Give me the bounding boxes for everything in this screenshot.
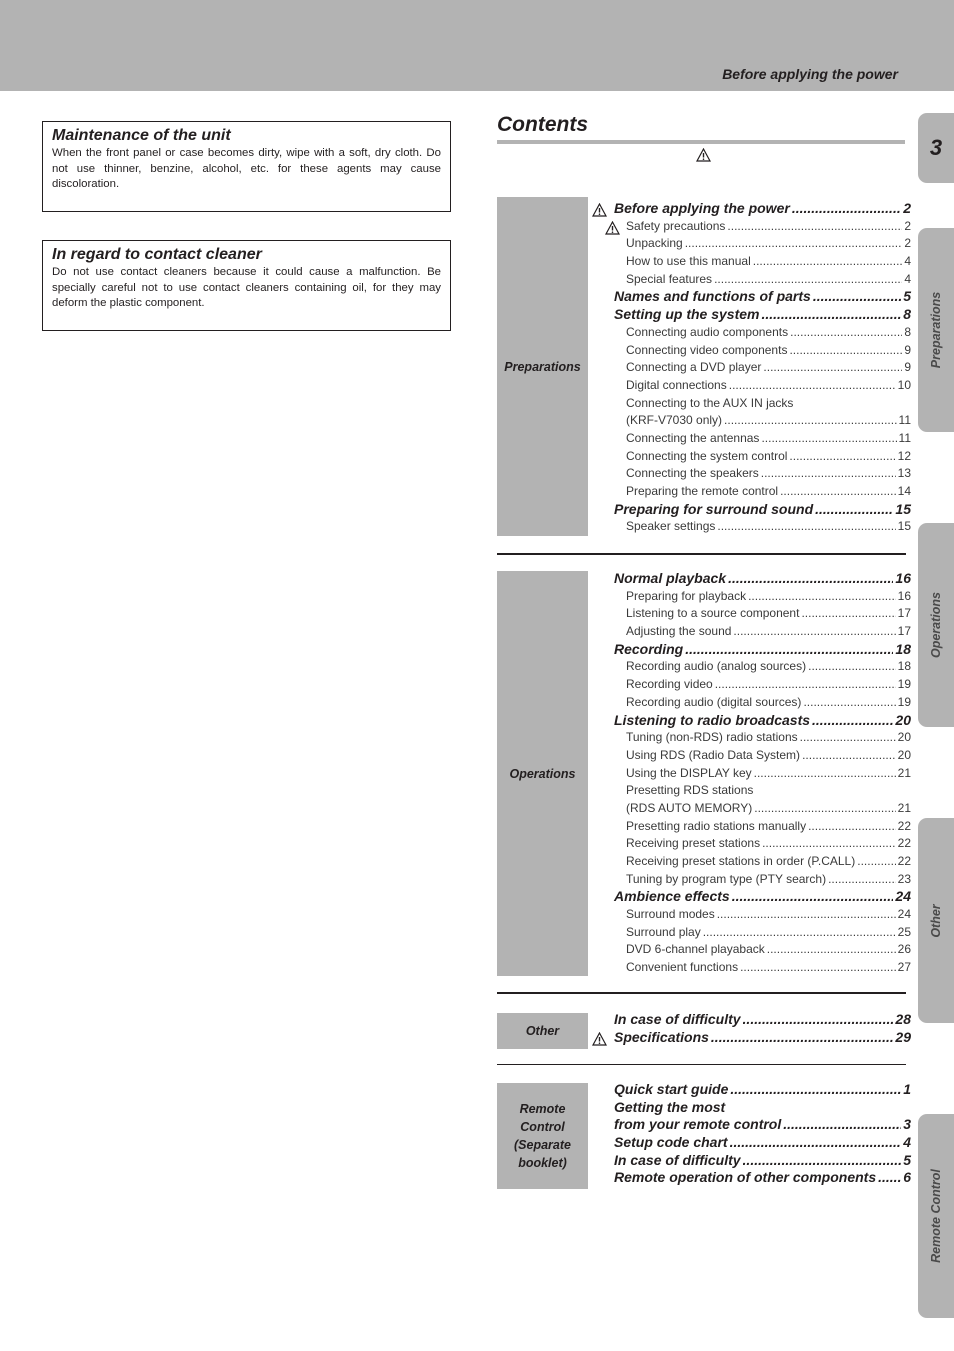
toc-entry-page: 4 bbox=[904, 271, 911, 286]
toc-entry-page: 12 bbox=[897, 448, 911, 463]
toc-leader-dots bbox=[780, 483, 896, 501]
toc-entry-page: 3 bbox=[903, 1116, 911, 1133]
toc-entry bbox=[591, 941, 911, 959]
toc-entry-page: 4 bbox=[903, 1134, 911, 1151]
toc-heading-entry bbox=[591, 1152, 911, 1170]
toc-entry bbox=[591, 235, 911, 253]
toc-leader-dots bbox=[802, 747, 896, 765]
toc-leader-dots bbox=[801, 605, 895, 623]
toc-entry-page: 5 bbox=[903, 1151, 911, 1168]
section-label-preparations: Preparations bbox=[497, 197, 588, 536]
toc-entry-page: 2 bbox=[904, 218, 911, 233]
toc-leader-dots bbox=[733, 623, 895, 641]
toc-entry bbox=[591, 430, 911, 448]
toc-preparations bbox=[591, 200, 911, 536]
toc-heading-entry bbox=[591, 570, 911, 588]
toc-entry-title: Connecting the system control bbox=[626, 448, 788, 463]
toc-entry-title: Setting up the system bbox=[614, 306, 760, 323]
toc-leader-dots bbox=[812, 712, 893, 730]
toc-heading-entry bbox=[591, 288, 911, 306]
toc-leader-dots bbox=[743, 1011, 894, 1029]
toc-heading-entry bbox=[591, 1099, 911, 1117]
toc-entry-page: 18 bbox=[897, 659, 911, 674]
toc-entry-title: Listening to radio broadcasts bbox=[614, 711, 811, 728]
toc-entry bbox=[591, 465, 911, 483]
toc-leader-dots bbox=[815, 501, 893, 519]
toc-leader-dots bbox=[767, 941, 896, 959]
toc-entry bbox=[591, 412, 911, 430]
section-separator bbox=[497, 1064, 906, 1065]
toc-leader-dots bbox=[728, 570, 893, 588]
toc-leader-dots bbox=[717, 518, 895, 536]
toc-leader-dots bbox=[808, 818, 896, 836]
toc-leader-dots bbox=[732, 888, 894, 906]
toc-entry-page: 19 bbox=[897, 677, 911, 692]
toc-entry-title: Recording audio (digital sources) bbox=[626, 694, 802, 709]
toc-entry-page: 20 bbox=[895, 711, 911, 728]
toc-entry-title: Receiving preset stations in order (P.CALL) bbox=[626, 854, 856, 868]
toc-heading-entry bbox=[591, 306, 911, 324]
page-number: 3 bbox=[918, 113, 954, 183]
toc-entry-page: 2 bbox=[904, 236, 911, 251]
toc-entry-title: Surround play bbox=[626, 924, 701, 939]
section-label-other: Other bbox=[497, 1013, 588, 1049]
toc-entry-page: 27 bbox=[897, 960, 911, 975]
toc-leader-dots bbox=[762, 835, 896, 853]
toc-leader-dots bbox=[783, 1116, 901, 1134]
toc-leader-dots bbox=[813, 288, 901, 306]
toc-entry-page: 19 bbox=[897, 694, 911, 709]
toc-entry-title: Remote operation of other components bbox=[614, 1169, 877, 1186]
toc-entry-title: Normal playback bbox=[614, 570, 727, 586]
toc-entry-title: Getting the most bbox=[614, 1098, 726, 1115]
toc-leader-dots bbox=[790, 324, 902, 342]
toc-entry bbox=[591, 835, 911, 853]
toc-entry bbox=[591, 747, 911, 765]
toc-leader-dots bbox=[724, 412, 896, 430]
toc-entry-title: Tuning by program type (PTY search) bbox=[626, 871, 827, 886]
toc-entry-page: 10 bbox=[897, 377, 911, 392]
warning-icon bbox=[592, 1032, 607, 1051]
toc-entry-title: Connecting audio components bbox=[626, 324, 789, 339]
toc-entry-title: In case of difficulty bbox=[614, 1011, 741, 1027]
toc-entry-page: 17 bbox=[897, 606, 911, 621]
contact-cleaner-box bbox=[42, 240, 451, 331]
toc-heading-entry bbox=[591, 1116, 911, 1134]
toc-entry bbox=[591, 959, 911, 977]
toc-entry-page: 22 bbox=[897, 854, 911, 868]
toc-entry-page: 11 bbox=[898, 413, 911, 428]
toc-entry-page: 28 bbox=[895, 1011, 911, 1027]
toc-entry-title: How to use this manual bbox=[626, 254, 751, 269]
toc-entry-page: 2 bbox=[903, 200, 911, 216]
toc-entry bbox=[591, 342, 911, 360]
toc-entry-title: Presetting RDS stations bbox=[626, 783, 754, 798]
toc-entry-title: Special features bbox=[626, 271, 713, 286]
side-tab-remote-control[interactable] bbox=[918, 1114, 954, 1318]
toc-other bbox=[591, 1011, 911, 1046]
toc-entry-page: 13 bbox=[897, 466, 911, 481]
toc-entry-title: Safety precautions bbox=[626, 218, 726, 233]
toc-entry-page: 25 bbox=[897, 924, 911, 939]
contact-cleaner-title: In regard to contact cleaner bbox=[52, 246, 262, 263]
toc-entry-title: Before applying the power bbox=[614, 200, 790, 216]
toc-entry-title: Quick start guide bbox=[614, 1081, 729, 1097]
toc-leader-dots bbox=[754, 765, 896, 783]
toc-heading-entry bbox=[591, 712, 911, 730]
toc-leader-dots bbox=[715, 676, 896, 694]
toc-entry-title: Preparing for surround sound bbox=[614, 500, 814, 517]
toc-leader-dots bbox=[740, 959, 896, 977]
toc-leader-dots bbox=[792, 200, 901, 218]
toc-entry bbox=[591, 853, 911, 871]
toc-entry-page: 18 bbox=[895, 640, 911, 657]
toc-entry bbox=[591, 871, 911, 889]
toc-entry-page: 24 bbox=[897, 907, 911, 922]
header-title: Before applying the power bbox=[722, 66, 898, 82]
toc-entry bbox=[591, 782, 911, 800]
toc-leader-dots bbox=[754, 800, 895, 818]
toc-leader-dots bbox=[748, 588, 896, 606]
toc-entry-page: 20 bbox=[897, 747, 911, 762]
toc-entry-page: 9 bbox=[904, 342, 911, 357]
toc-leader-dots bbox=[763, 359, 902, 377]
toc-entry-title: Receiving preset stations bbox=[626, 836, 761, 851]
toc-entry-page: 26 bbox=[897, 942, 911, 957]
toc-entry bbox=[591, 271, 911, 289]
side-tab-label: Other bbox=[929, 903, 943, 938]
toc-entry-page: 21 bbox=[897, 765, 911, 780]
toc-leader-dots bbox=[761, 465, 896, 483]
toc-entry-title: Recording video bbox=[626, 677, 713, 692]
toc-heading-entry bbox=[591, 1081, 911, 1099]
toc-entry bbox=[591, 253, 911, 271]
toc-entry bbox=[591, 518, 911, 536]
toc-heading-entry bbox=[591, 501, 911, 519]
warning-icon bbox=[696, 148, 711, 167]
side-tab-operations[interactable] bbox=[918, 523, 954, 727]
toc-entry-title: Recording audio (analog sources) bbox=[626, 659, 807, 674]
toc-entry-page: 22 bbox=[897, 836, 911, 851]
toc-entry-page: 16 bbox=[895, 570, 911, 586]
toc-leader-dots bbox=[753, 253, 903, 271]
side-tab-label: Operations bbox=[929, 592, 943, 658]
toc-entry bbox=[591, 765, 911, 783]
toc-leader-dots bbox=[803, 694, 895, 712]
section-separator bbox=[497, 992, 906, 994]
toc-entry bbox=[591, 359, 911, 377]
toc-entry-title: Connecting the antennas bbox=[626, 430, 760, 445]
toc-leader-dots bbox=[717, 906, 896, 924]
toc-entry-page: 17 bbox=[897, 624, 911, 639]
toc-remote-control bbox=[591, 1081, 911, 1187]
toc-entry-page: 16 bbox=[897, 588, 911, 603]
section-label-remote-control: Remote Control (Separate booklet) bbox=[497, 1083, 588, 1189]
toc-entry-title: Adjusting the sound bbox=[626, 624, 732, 639]
toc-entry-title: Using the DISPLAY key bbox=[626, 765, 752, 780]
toc-entry bbox=[591, 377, 911, 395]
side-tab-other[interactable] bbox=[918, 818, 954, 1023]
toc-entry bbox=[591, 906, 911, 924]
toc-entry-title: Ambience effects bbox=[614, 888, 730, 905]
toc-leader-dots bbox=[789, 342, 902, 360]
toc-leader-dots bbox=[685, 235, 903, 253]
toc-entry-page: 8 bbox=[904, 324, 911, 339]
maintenance-title: Maintenance of the unit bbox=[52, 127, 231, 144]
toc-entry bbox=[591, 694, 911, 712]
maintenance-box bbox=[42, 121, 451, 212]
toc-leader-dots bbox=[828, 871, 896, 889]
toc-operations bbox=[591, 570, 911, 977]
toc-entry-title: In case of difficulty bbox=[614, 1151, 741, 1168]
toc-entry-title: Convenient functions bbox=[626, 960, 739, 975]
toc-entry-title: from your remote control bbox=[614, 1116, 782, 1133]
toc-leader-dots bbox=[743, 1152, 902, 1170]
side-tab-preparations[interactable] bbox=[918, 228, 954, 432]
toc-leader-dots bbox=[703, 924, 896, 942]
toc-entry-title: Connecting to the AUX IN jacks bbox=[626, 395, 794, 410]
toc-entry-title: (RDS AUTO MEMORY) bbox=[626, 800, 753, 815]
toc-leader-dots bbox=[800, 729, 896, 747]
toc-entry-title: Setup code chart bbox=[614, 1134, 728, 1151]
toc-entry bbox=[591, 800, 911, 818]
toc-leader-dots bbox=[878, 1169, 901, 1187]
contents-rule bbox=[497, 140, 905, 144]
toc-leader-dots bbox=[711, 1029, 894, 1047]
contents-title: Contents bbox=[497, 113, 588, 136]
toc-entry bbox=[591, 676, 911, 694]
toc-entry-title: Speaker settings bbox=[626, 519, 716, 534]
toc-leader-dots bbox=[808, 658, 896, 676]
toc-entry-title: Connecting a DVD player bbox=[626, 360, 762, 375]
toc-entry-page: 11 bbox=[898, 430, 911, 445]
toc-entry bbox=[591, 658, 911, 676]
toc-entry-title: Using RDS (Radio Data System) bbox=[626, 747, 801, 762]
side-tab-label: Preparations bbox=[929, 291, 943, 369]
toc-entry bbox=[591, 605, 911, 623]
toc-entry-title: Digital connections bbox=[626, 377, 727, 392]
toc-heading-entry bbox=[591, 1029, 911, 1047]
toc-entry-page: 20 bbox=[897, 730, 911, 745]
toc-entry-title: Connecting video components bbox=[626, 342, 788, 357]
toc-leader-dots bbox=[761, 306, 901, 324]
toc-entry-title: Specifications bbox=[614, 1028, 709, 1045]
toc-entry-page: 22 bbox=[897, 818, 911, 833]
toc-heading-entry bbox=[591, 1134, 911, 1152]
toc-entry bbox=[591, 924, 911, 942]
toc-entry bbox=[591, 729, 911, 747]
toc-entry-page: 15 bbox=[897, 519, 911, 534]
toc-entry bbox=[591, 818, 911, 836]
toc-entry bbox=[591, 395, 911, 413]
toc-entry-title: Recording bbox=[614, 640, 684, 657]
toc-entry bbox=[591, 623, 911, 641]
toc-leader-dots bbox=[714, 271, 902, 289]
toc-entry-title: Tuning (non-RDS) radio stations bbox=[626, 730, 798, 745]
toc-entry-page: 6 bbox=[903, 1169, 911, 1186]
toc-entry-page: 14 bbox=[897, 484, 911, 498]
toc-entry-title: Listening to a source component bbox=[626, 606, 800, 621]
toc-entry-title: Presetting radio stations manually bbox=[626, 818, 807, 833]
toc-entry-title: (KRF-V7030 only) bbox=[626, 413, 723, 428]
toc-entry-title: Surround modes bbox=[626, 907, 715, 922]
toc-heading-entry bbox=[591, 1169, 911, 1187]
toc-leader-dots bbox=[729, 377, 896, 395]
toc-entry-page: 23 bbox=[897, 871, 911, 886]
toc-entry bbox=[591, 483, 911, 501]
toc-entry-page: 21 bbox=[897, 800, 911, 815]
maintenance-text: When the front panel or case becomes dirty, wipe with a soft, dry cloth. Do not use thinner, benzine, alcohol, etc. for these agents may cause discoloration. bbox=[52, 147, 441, 191]
toc-leader-dots bbox=[730, 1081, 901, 1099]
toc-heading-entry bbox=[591, 888, 911, 906]
toc-heading-entry bbox=[591, 1011, 911, 1029]
toc-entry-title: DVD 6-channel playaback bbox=[626, 942, 765, 957]
toc-entry-page: 29 bbox=[895, 1028, 911, 1045]
toc-entry-page: 15 bbox=[895, 500, 911, 517]
toc-entry-page: 9 bbox=[904, 360, 911, 375]
toc-entry-page: 1 bbox=[903, 1081, 911, 1097]
section-label-operations: Operations bbox=[497, 571, 588, 976]
toc-entry-title: Preparing for playback bbox=[626, 588, 747, 603]
toc-entry-title: Unpacking bbox=[626, 236, 683, 251]
side-tab-label: Remote Control bbox=[929, 1169, 943, 1263]
contact-cleaner-text: Do not use contact cleaners because it could cause a malfunction. Be specially careful not to use contact cleaners containing oil, for they may deform the plastic component. bbox=[52, 266, 441, 310]
toc-entry-page: 4 bbox=[904, 254, 911, 269]
toc-leader-dots bbox=[761, 430, 896, 448]
toc-leader-dots bbox=[730, 1134, 902, 1152]
toc-leader-dots bbox=[789, 448, 895, 466]
toc-leader-dots bbox=[727, 218, 902, 236]
section-separator bbox=[497, 553, 906, 555]
toc-entry bbox=[591, 588, 911, 606]
toc-entry-title: Preparing the remote control bbox=[626, 484, 779, 498]
toc-entry bbox=[591, 448, 911, 466]
toc-heading-entry bbox=[591, 200, 911, 218]
toc-entry-title: Names and functions of parts bbox=[614, 288, 811, 305]
toc-leader-dots bbox=[857, 853, 895, 871]
toc-entry-page: 5 bbox=[903, 288, 911, 305]
toc-entry bbox=[591, 218, 911, 236]
toc-entry-page: 24 bbox=[895, 888, 911, 905]
toc-heading-entry bbox=[591, 641, 911, 659]
toc-entry-page: 8 bbox=[903, 306, 911, 323]
toc-entry bbox=[591, 324, 911, 342]
toc-leader-dots bbox=[685, 641, 893, 659]
toc-entry-title: Connecting the speakers bbox=[626, 466, 759, 481]
